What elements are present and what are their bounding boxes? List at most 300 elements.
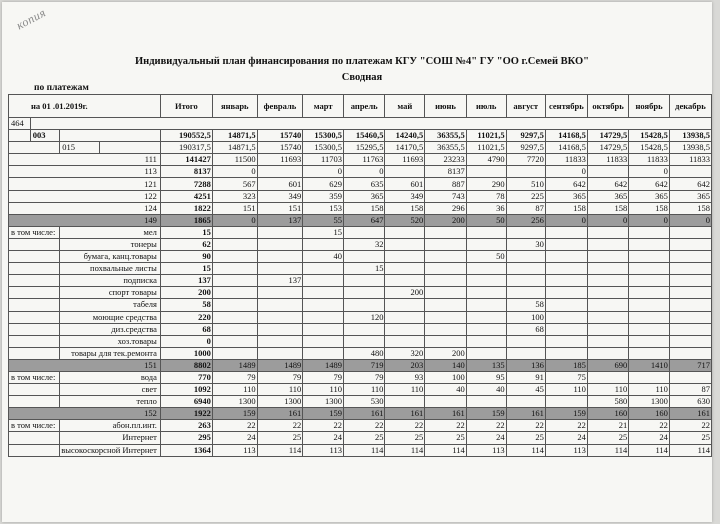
month-value: 11021,5: [466, 142, 506, 154]
month-value: 11833: [545, 154, 587, 166]
month-value: [425, 311, 466, 323]
month-value: 9297,5: [506, 142, 545, 154]
month-value: 36355,5: [425, 142, 466, 154]
month-value: 110: [629, 384, 670, 396]
month-value: [506, 287, 545, 299]
month-value: 22: [466, 420, 506, 432]
month-value: [629, 299, 670, 311]
total-value: 263: [160, 420, 212, 432]
table-row: [9, 371, 712, 383]
month-value: 159: [466, 408, 506, 420]
month-value: 24: [212, 432, 257, 444]
month-value: 510: [506, 178, 545, 190]
month-value: 158: [669, 202, 711, 214]
month-value: [669, 275, 711, 287]
month-value: 580: [587, 396, 628, 408]
header-row: [9, 95, 712, 118]
total-value: 1865: [160, 214, 212, 226]
month-value: [466, 166, 506, 178]
month-value: 22: [385, 420, 425, 432]
month-value: 158: [343, 202, 384, 214]
month-value: [466, 226, 506, 238]
month-value: 7720: [506, 154, 545, 166]
month-value: 114: [587, 444, 628, 456]
month-value: [257, 287, 303, 299]
month-value: [545, 396, 587, 408]
month-value: 0: [629, 166, 670, 178]
month-value: 0: [587, 214, 628, 226]
table-row: [9, 408, 712, 420]
month-value: [587, 347, 628, 359]
month-value: 14168,5: [545, 142, 587, 154]
total-value: 15: [160, 226, 212, 238]
month-value: 185: [545, 359, 587, 371]
total-value: 1000: [160, 347, 212, 359]
month-value: [545, 323, 587, 335]
month-value: 0: [212, 214, 257, 226]
month-value: [212, 263, 257, 275]
month-value: [425, 396, 466, 408]
month-value: 161: [669, 408, 711, 420]
month-value: 110: [343, 384, 384, 396]
row-prefix: [9, 275, 60, 287]
month-value: 200: [425, 214, 466, 226]
month-value: [257, 323, 303, 335]
month-value: [303, 263, 344, 275]
header-month: март: [303, 95, 344, 118]
copy-stamp: копия: [14, 5, 49, 33]
month-value: [425, 335, 466, 347]
row-prefix: [9, 384, 60, 396]
month-value: [257, 335, 303, 347]
month-value: 290: [466, 178, 506, 190]
row-label: тепло: [60, 396, 161, 408]
row-label: мел: [60, 226, 161, 238]
month-value: 24: [629, 432, 670, 444]
month-value: 567: [212, 178, 257, 190]
month-value: [587, 238, 628, 250]
month-value: [587, 335, 628, 347]
month-value: 114: [343, 444, 384, 456]
row-label: бумага, канц.товары: [60, 251, 161, 263]
month-value: [303, 335, 344, 347]
table-row: [9, 263, 712, 275]
row-003: [9, 130, 712, 142]
row-prefix: в том числе:: [9, 371, 60, 383]
month-value: [669, 323, 711, 335]
total-value: 4251: [160, 190, 212, 202]
month-value: [212, 335, 257, 347]
month-value: [506, 263, 545, 275]
month-value: 25: [506, 432, 545, 444]
row-prefix: [9, 263, 60, 275]
month-value: [587, 311, 628, 323]
document-subtitle: Сводная: [341, 72, 383, 83]
table-row: [9, 214, 712, 226]
month-value: 113: [212, 444, 257, 456]
table-row: [9, 166, 712, 178]
header-month: август: [506, 95, 545, 118]
month-value: 21: [587, 420, 628, 432]
by-payments-label: по платежам: [34, 83, 89, 93]
header-month: декабрь: [669, 95, 711, 118]
month-value: [669, 251, 711, 263]
month-value: 36355,5: [425, 130, 466, 142]
plan-table-body: [9, 95, 712, 457]
month-value: 161: [257, 408, 303, 420]
month-value: [506, 347, 545, 359]
month-value: 114: [506, 444, 545, 456]
month-value: 24: [466, 432, 506, 444]
month-value: [545, 299, 587, 311]
month-value: 4790: [466, 154, 506, 166]
month-value: [587, 166, 628, 178]
month-value: [343, 251, 384, 263]
month-value: 22: [629, 420, 670, 432]
specifics-code: 124: [9, 202, 161, 214]
month-value: [212, 238, 257, 250]
month-value: [506, 226, 545, 238]
month-value: [385, 263, 425, 275]
row-label: Интернет: [60, 432, 161, 444]
table-row: [9, 359, 712, 371]
month-value: 25: [669, 432, 711, 444]
month-value: [385, 335, 425, 347]
total-value: 58: [160, 299, 212, 311]
month-value: [506, 251, 545, 263]
month-value: 159: [212, 408, 257, 420]
document-title: Индивидуальный план финансирования по платежам КГУ "СОШ №4" ГУ "ОО г.Семей ВКО": [135, 56, 589, 67]
month-value: 0: [303, 166, 344, 178]
month-value: 161: [343, 408, 384, 420]
month-value: [629, 275, 670, 287]
specifics-code: 152: [9, 408, 161, 420]
month-value: [303, 347, 344, 359]
month-value: 120: [343, 311, 384, 323]
month-value: 365: [669, 190, 711, 202]
month-value: [303, 323, 344, 335]
total-value: 15: [160, 263, 212, 275]
month-value: 642: [587, 178, 628, 190]
month-value: [385, 166, 425, 178]
month-value: [257, 311, 303, 323]
month-value: [466, 238, 506, 250]
specifics-code: 151: [9, 359, 161, 371]
month-value: 161: [506, 408, 545, 420]
month-value: [506, 335, 545, 347]
month-value: [343, 323, 384, 335]
month-value: [257, 226, 303, 238]
month-value: 717: [669, 359, 711, 371]
month-value: [466, 396, 506, 408]
month-value: 151: [257, 202, 303, 214]
month-value: 114: [425, 444, 466, 456]
month-value: [669, 311, 711, 323]
month-value: [385, 251, 425, 263]
row-464: [9, 118, 712, 130]
row-prefix: [9, 299, 60, 311]
month-value: 36: [466, 202, 506, 214]
month-value: 22: [669, 420, 711, 432]
total-value: 68: [160, 323, 212, 335]
month-value: [629, 226, 670, 238]
month-value: [212, 251, 257, 263]
month-value: [303, 238, 344, 250]
month-value: 1489: [212, 359, 257, 371]
month-value: 110: [303, 384, 344, 396]
table-row: [9, 275, 712, 287]
month-value: [629, 287, 670, 299]
month-value: 32: [343, 238, 384, 250]
row-label: моющие средства: [60, 311, 161, 323]
header-month: июль: [466, 95, 506, 118]
month-value: 25: [385, 432, 425, 444]
month-value: 110: [257, 384, 303, 396]
month-value: 11763: [343, 154, 384, 166]
month-value: 365: [629, 190, 670, 202]
month-value: 13938,5: [669, 142, 711, 154]
month-value: [629, 323, 670, 335]
month-value: [343, 226, 384, 238]
code-015: 015: [60, 142, 100, 154]
month-value: 24: [545, 432, 587, 444]
table-row: [9, 420, 712, 432]
month-value: 14729,5: [587, 142, 628, 154]
month-value: 15: [343, 263, 384, 275]
header-month: ноябрь: [629, 95, 670, 118]
month-value: [343, 299, 384, 311]
month-value: 14871,5: [212, 130, 257, 142]
row-prefix: в том числе:: [9, 420, 60, 432]
month-value: [466, 347, 506, 359]
month-value: 14170,5: [385, 142, 425, 154]
month-value: 159: [545, 408, 587, 420]
total-value: 200: [160, 287, 212, 299]
month-value: 365: [587, 190, 628, 202]
table-row: [9, 202, 712, 214]
month-value: 1300: [303, 396, 344, 408]
month-value: 137: [257, 214, 303, 226]
month-value: 25: [257, 432, 303, 444]
month-value: 136: [506, 359, 545, 371]
table-row: [9, 396, 712, 408]
month-value: 365: [545, 190, 587, 202]
month-value: [343, 275, 384, 287]
month-value: 8137: [425, 166, 466, 178]
table-row: [9, 432, 712, 444]
month-value: 22: [212, 420, 257, 432]
month-value: [545, 275, 587, 287]
month-value: 113: [303, 444, 344, 456]
month-value: 520: [385, 214, 425, 226]
table-row: [9, 226, 712, 238]
month-value: 158: [587, 202, 628, 214]
row-label: тонеры: [60, 238, 161, 250]
empty-cell: [9, 130, 31, 142]
month-value: 15: [303, 226, 344, 238]
row-prefix: [9, 335, 60, 347]
month-value: 0: [669, 214, 711, 226]
empty-cell: [60, 130, 161, 142]
month-value: 14240,5: [385, 130, 425, 142]
row-015: [9, 142, 712, 154]
table-row: [9, 178, 712, 190]
month-value: 23233: [425, 154, 466, 166]
month-value: [257, 347, 303, 359]
row-label: табеля: [60, 299, 161, 311]
table-row: [9, 190, 712, 202]
month-value: 22: [506, 420, 545, 432]
month-value: 719: [343, 359, 384, 371]
month-value: 15740: [257, 142, 303, 154]
month-value: 690: [587, 359, 628, 371]
month-value: 0: [629, 214, 670, 226]
header-itogo: Итого: [160, 95, 212, 118]
table-row: [9, 335, 712, 347]
month-value: 100: [506, 311, 545, 323]
month-value: 0: [343, 166, 384, 178]
month-value: [545, 251, 587, 263]
month-value: [425, 263, 466, 275]
month-value: [303, 275, 344, 287]
table-row: [9, 384, 712, 396]
month-value: [385, 323, 425, 335]
month-value: [587, 251, 628, 263]
month-value: [629, 263, 670, 275]
month-value: 15300,5: [303, 130, 344, 142]
month-value: 15428,5: [629, 142, 670, 154]
month-value: [425, 251, 466, 263]
month-value: 58: [506, 299, 545, 311]
month-value: 11833: [669, 154, 711, 166]
row-label: товары для тек.ремонта: [60, 347, 161, 359]
month-value: 78: [466, 190, 506, 202]
month-value: 11833: [629, 154, 670, 166]
month-value: 22: [303, 420, 344, 432]
month-value: [669, 238, 711, 250]
month-value: 87: [506, 202, 545, 214]
row-prefix: [9, 311, 60, 323]
month-value: 630: [669, 396, 711, 408]
month-value: [587, 299, 628, 311]
month-value: 11021,5: [466, 130, 506, 142]
table-row: [9, 299, 712, 311]
row-label: вода: [60, 371, 161, 383]
month-value: [545, 335, 587, 347]
month-value: [466, 275, 506, 287]
total-value: 8802: [160, 359, 212, 371]
table-row: [9, 154, 712, 166]
month-value: 11833: [587, 154, 628, 166]
month-value: 9297,5: [506, 130, 545, 142]
empty-cell: [9, 142, 60, 154]
total-value: 90: [160, 251, 212, 263]
total-value: 1822: [160, 202, 212, 214]
month-value: [385, 299, 425, 311]
month-value: 203: [385, 359, 425, 371]
month-value: 79: [212, 371, 257, 383]
month-value: 110: [545, 384, 587, 396]
month-value: [587, 287, 628, 299]
row-label: спорт товары: [60, 287, 161, 299]
month-value: 0: [545, 214, 587, 226]
month-value: 296: [425, 202, 466, 214]
month-value: [303, 287, 344, 299]
row-prefix: [9, 432, 60, 444]
month-value: [212, 275, 257, 287]
header-month: июнь: [425, 95, 466, 118]
row-label: похвальные листы: [60, 263, 161, 275]
table-row: [9, 251, 712, 263]
month-value: 15740: [257, 130, 303, 142]
empty-cell: [99, 142, 160, 154]
month-value: 642: [545, 178, 587, 190]
month-value: [587, 323, 628, 335]
month-value: 887: [425, 178, 466, 190]
month-value: [303, 311, 344, 323]
month-value: 1410: [629, 359, 670, 371]
total-value: 141427: [160, 154, 212, 166]
month-value: 40: [425, 384, 466, 396]
month-value: 1300: [212, 396, 257, 408]
total-value: 1092: [160, 384, 212, 396]
row-label: подписка: [60, 275, 161, 287]
month-value: [425, 238, 466, 250]
total-value: 6940: [160, 396, 212, 408]
total-value: 220: [160, 311, 212, 323]
month-value: 79: [303, 371, 344, 383]
month-value: 114: [385, 444, 425, 456]
month-value: 50: [466, 251, 506, 263]
month-value: [212, 323, 257, 335]
header-month: май: [385, 95, 425, 118]
total-value: 1922: [160, 408, 212, 420]
month-value: [587, 263, 628, 275]
empty-cell: [30, 118, 711, 130]
row-prefix: [9, 238, 60, 250]
month-value: 151: [212, 202, 257, 214]
month-value: 161: [425, 408, 466, 420]
month-value: [466, 287, 506, 299]
month-value: 87: [669, 384, 711, 396]
month-value: [545, 347, 587, 359]
month-value: 11693: [257, 154, 303, 166]
header-month: октябрь: [587, 95, 628, 118]
month-value: [506, 275, 545, 287]
month-value: 30: [506, 238, 545, 250]
month-value: 22: [545, 420, 587, 432]
header-month: январь: [212, 95, 257, 118]
month-value: 153: [303, 202, 344, 214]
month-value: [385, 238, 425, 250]
month-value: 1300: [629, 396, 670, 408]
month-value: 365: [343, 190, 384, 202]
month-value: 114: [257, 444, 303, 456]
row-label: высокоскорсной Интернет: [60, 444, 161, 456]
month-value: 11693: [385, 154, 425, 166]
month-value: [425, 275, 466, 287]
month-value: [257, 251, 303, 263]
month-value: [425, 226, 466, 238]
month-value: 68: [506, 323, 545, 335]
month-value: 0: [212, 166, 257, 178]
month-value: 256: [506, 214, 545, 226]
month-value: 14871,5: [212, 142, 257, 154]
specifics-code: 121: [9, 178, 161, 190]
total-value: 8137: [160, 166, 212, 178]
month-value: 629: [303, 178, 344, 190]
table-row: [9, 347, 712, 359]
